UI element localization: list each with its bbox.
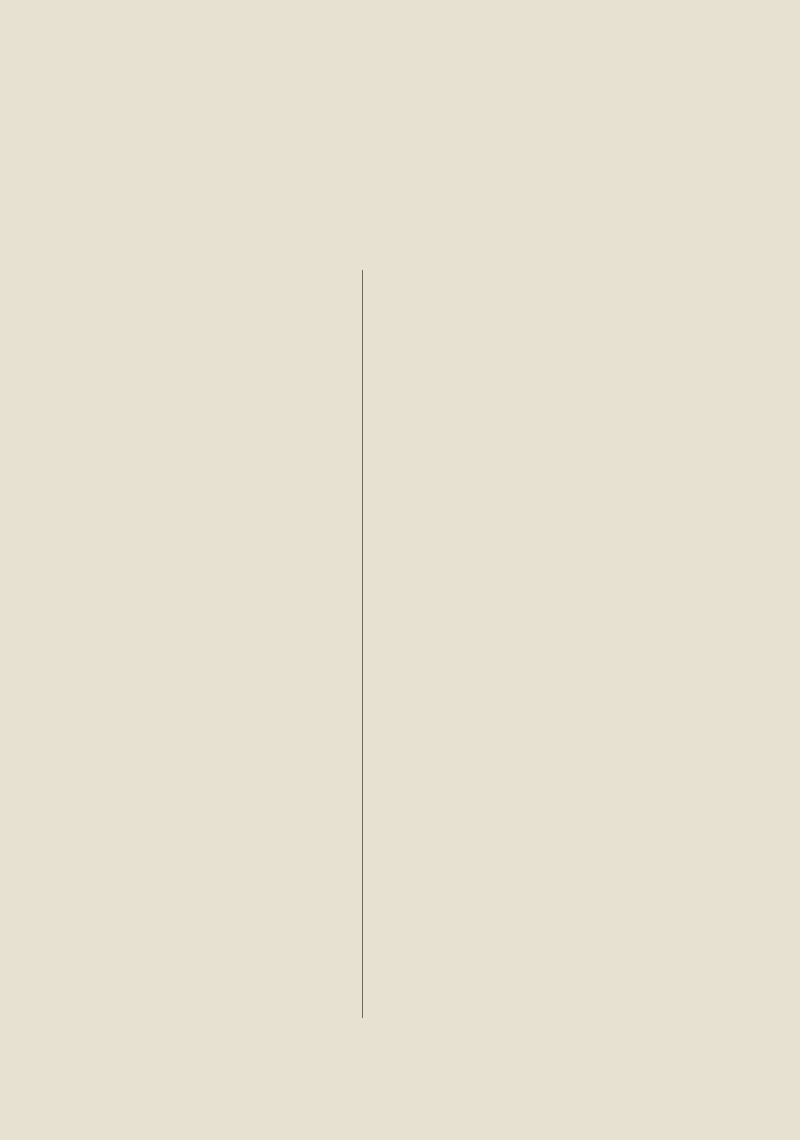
right-index-column — [362, 270, 785, 1018]
